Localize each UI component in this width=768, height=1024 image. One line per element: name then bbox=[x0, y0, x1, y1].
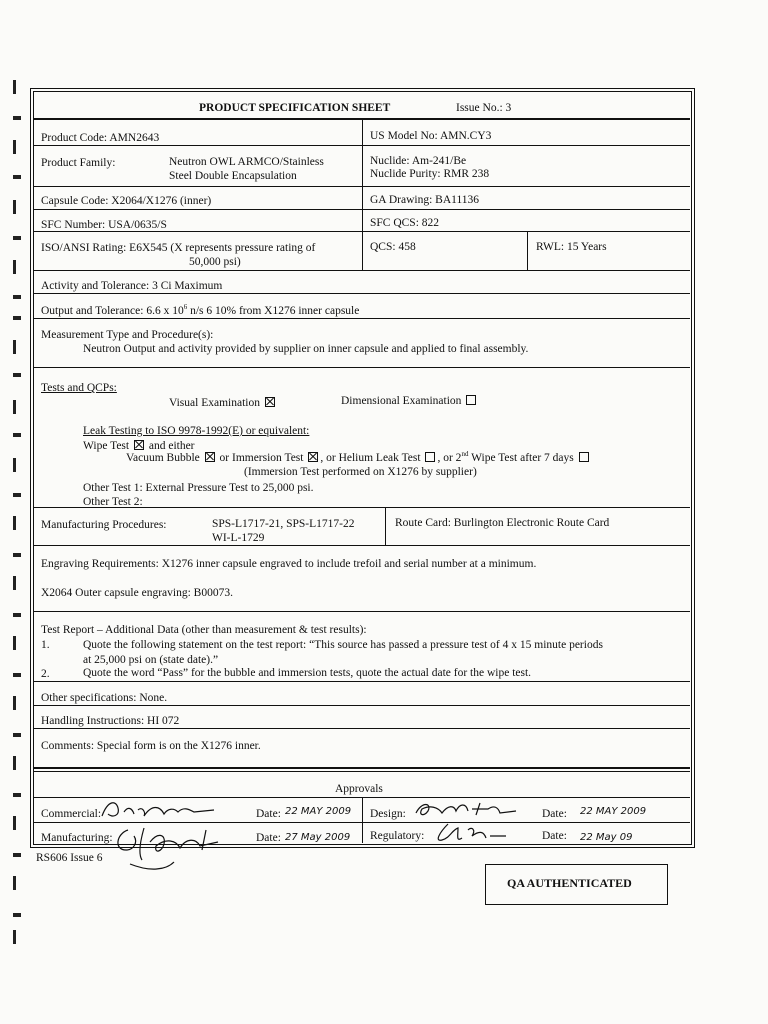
product-code: Product Code: AMN2643 bbox=[41, 132, 160, 144]
commercial-signature bbox=[98, 798, 218, 822]
visual-examination: Visual Examination bbox=[169, 396, 277, 410]
page-title: PRODUCT SPECIFICATION SHEET bbox=[199, 102, 391, 114]
other-specifications: Other specifications: None. bbox=[41, 692, 168, 704]
design-date: 22 MAY 2009 bbox=[580, 806, 647, 817]
regulatory-label: Regulatory: bbox=[370, 830, 425, 842]
iso-ansi-rating-line-1: ISO/ANSI Rating: E6X545 (X represents pressure rating of bbox=[41, 242, 316, 254]
checkbox-checked-icon bbox=[205, 452, 215, 462]
regulatory-date: 22 May 09 bbox=[580, 832, 633, 843]
checkbox-checked-icon bbox=[308, 452, 318, 462]
test-report-item-1: Quote the following statement on the test report: “This source has passed a pressure test of 4 x 15 minute periods bbox=[83, 639, 603, 651]
outer-capsule-engraving: X2064 Outer capsule engraving: B00073. bbox=[41, 587, 233, 599]
ga-drawing: GA Drawing: BA11136 bbox=[370, 194, 480, 206]
test-report-item-2: Quote the word “Pass” for the bubble and immersion tests, quote the actual date for the wipe test. bbox=[83, 667, 532, 679]
sfc-qcs: SFC QCS: 822 bbox=[370, 217, 440, 229]
issue-number: Issue No.: 3 bbox=[456, 102, 512, 114]
product-family-label: Product Family: bbox=[41, 157, 116, 169]
manufacturing-date-label: Date: bbox=[256, 832, 281, 844]
capsule-code: Capsule Code: X2064/X1276 (inner) bbox=[41, 195, 212, 207]
handling-instructions: Handling Instructions: HI 072 bbox=[41, 715, 180, 727]
manufacturing-procedures-label: Manufacturing Procedures: bbox=[41, 519, 167, 531]
regulatory-signature bbox=[428, 820, 518, 846]
nuclide-purity: Nuclide Purity: RMR 238 bbox=[370, 168, 490, 180]
measurement-label: Measurement Type and Procedure(s): bbox=[41, 329, 214, 341]
activity-tolerance: Activity and Tolerance: 3 Ci Maximum bbox=[41, 280, 223, 292]
form-id: RS606 Issue 6 bbox=[36, 852, 103, 864]
test-report-item-1-cont: at 25,000 psi on (state date).” bbox=[83, 654, 219, 666]
checkbox-checked-icon bbox=[134, 440, 144, 450]
qa-stamp-text: QA AUTHENTICATED bbox=[507, 876, 632, 890]
us-model-number: US Model No: AMN.CY3 bbox=[370, 130, 492, 142]
checkbox-empty-icon bbox=[466, 395, 476, 405]
approvals-heading: Approvals bbox=[335, 783, 383, 795]
design-date-label: Date: bbox=[542, 808, 567, 820]
test-report-item-2-number: 2. bbox=[41, 668, 50, 680]
commercial-label: Commercial: bbox=[41, 808, 102, 820]
manufacturing-procedures-line-1: SPS-L1717-21, SPS-L1717-22 bbox=[212, 518, 355, 530]
other-test-2: Other Test 2: bbox=[83, 496, 143, 508]
qa-stamp bbox=[485, 864, 668, 905]
design-label: Design: bbox=[370, 808, 406, 820]
iso-ansi-rating-line-2: 50,000 psi) bbox=[189, 256, 241, 268]
checkbox-empty-icon bbox=[579, 452, 589, 462]
regulatory-date-label: Date: bbox=[542, 830, 567, 842]
test-report-heading: Test Report – Additional Data (other than measurement & test results): bbox=[41, 624, 367, 636]
immersion-note: (Immersion Test performed on X1276 by supplier) bbox=[244, 466, 477, 478]
route-card: Route Card: Burlington Electronic Route Card bbox=[395, 517, 610, 529]
manufacturing-procedures-line-2: WI-L-1729 bbox=[212, 532, 265, 544]
manufacturing-label: Manufacturing: bbox=[41, 832, 113, 844]
leak-testing-heading: Leak Testing to ISO 9978-1992(E) or equivalent: bbox=[83, 425, 310, 437]
qcs: QCS: 458 bbox=[370, 241, 416, 253]
design-signature bbox=[410, 797, 520, 821]
manufacturing-signature bbox=[110, 820, 240, 874]
measurement-text: Neutron Output and activity provided by supplier on inner capsule and applied to final assembly. bbox=[83, 343, 529, 355]
manufacturing-date: 27 May 2009 bbox=[285, 832, 351, 843]
product-family-line-2: Steel Double Encapsulation bbox=[169, 170, 297, 182]
commercial-date: 22 MAY 2009 bbox=[285, 806, 352, 817]
checkbox-checked-icon bbox=[265, 397, 275, 407]
test-report-item-1-number: 1. bbox=[41, 639, 50, 651]
commercial-date-label: Date: bbox=[256, 808, 281, 820]
sfc-number: SFC Number: USA/0635/S bbox=[41, 219, 167, 231]
comments: Comments: Special form is on the X1276 inner. bbox=[41, 740, 261, 752]
engraving-requirements: Engraving Requirements: X1276 inner capsule engraved to include trefoil and serial number at a minimum. bbox=[41, 558, 537, 570]
checkbox-empty-icon bbox=[425, 452, 435, 462]
other-test-1: Other Test 1: External Pressure Test to 25,000 psi. bbox=[83, 482, 314, 494]
product-family-line-1: Neutron OWL ARMCO/Stainless bbox=[169, 156, 324, 168]
nuclide: Nuclide: Am-241/Be bbox=[370, 155, 467, 167]
output-tolerance: Output and Tolerance: 6.6 x $10^6$ n/s 6 10% from X1276 inner capsule bbox=[41, 303, 360, 317]
tests-heading: Tests and QCPs: bbox=[41, 382, 117, 394]
dimensional-examination: Dimensional Examination bbox=[341, 394, 478, 408]
vacuum-bubble-line: Vacuum Bubble or Immersion Test , or Helium Leak Test , or 2nd Wipe Test after 7 days bbox=[126, 451, 591, 465]
rwl: RWL: 15 Years bbox=[536, 241, 607, 253]
wipe-test: Wipe Test and either bbox=[83, 440, 195, 452]
